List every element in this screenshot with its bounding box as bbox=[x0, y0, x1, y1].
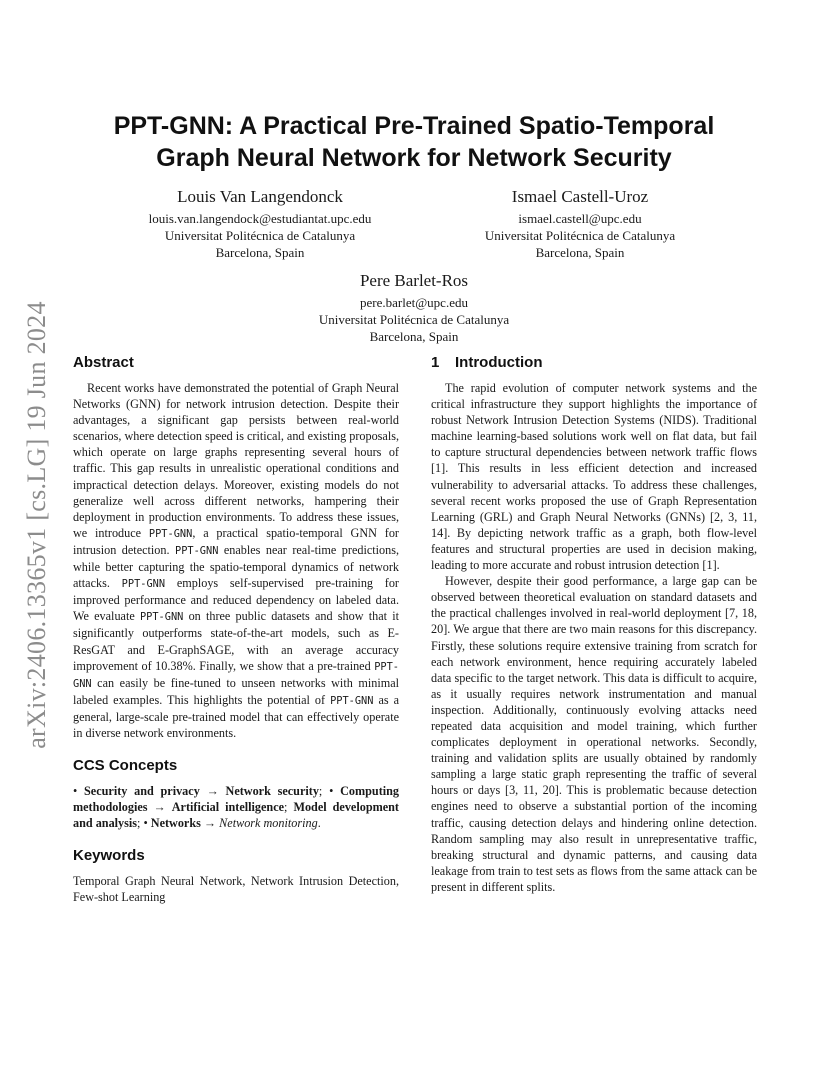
author-email: pere.barlet@upc.edu bbox=[360, 295, 468, 310]
arxiv-stamp bbox=[20, 290, 54, 760]
title-line-2: Graph Neural Network for Network Security bbox=[156, 144, 672, 172]
author-email: ismael.castell@upc.edu bbox=[518, 211, 642, 226]
author-affiliation: Universitat Politécnica de Catalunya bbox=[164, 228, 356, 243]
ccs-concepts: • Security and privacy → Network security; • Computing methodologies → Artificial intelligence; Model development and analysis; • Networks → Network monitoring. bbox=[73, 784, 400, 831]
introduction-heading bbox=[431, 354, 757, 372]
author-block-1 bbox=[110, 186, 410, 261]
intro-paragraph-2: However, despite their good performance, a large gap can be observed between theoretical evaluation on standard datasets and the practical challenges involved in real-world deployment [7, 18, 20]. We argue that there are two main reasons for this discrepancy. Firstly, these solutions require extensive training from scratch for each network environment, hence requiring accurately labeled data specific to the target network. This data is difficult to acquire, as it usually requires network instrumentation and manual inspection. Additionally, continuously evolving attacks need repeated data acquisition and model training, which further complicates deployment in operational networks. Secondly, training and validation splits are usually obtained by randomly sampling a large static graph representing the traffic of several hours or days [3, 11, 20]. This is problematic because detection engines need to observe a substantial portion of the incoming traffic, causing detection delays and hindering online detection. Random sampling may also result in unrepresentative traffic, breaking structural and dynamic patterns, and causing data leakage from train to test sets as flows from the same attack can be present in different splits. bbox=[431, 574, 757, 894]
author-name: Ismael Castell-Uroz bbox=[511, 187, 649, 206]
arxiv-stamp-text: arXiv:2406.13365v1 [cs.LG] 19 Jun 2024 bbox=[22, 301, 52, 749]
author-block-2 bbox=[430, 186, 730, 261]
author-email: louis.van.langendock@estudiantat.upc.edu bbox=[148, 211, 372, 226]
author-name: Louis Van Langendonck bbox=[177, 187, 343, 206]
author-location: Barcelona, Spain bbox=[215, 245, 305, 260]
keywords-text: Temporal Graph Neural Network, Network Intrusion Detection, Few-shot Learning bbox=[73, 874, 399, 905]
section-number: 1 bbox=[431, 354, 440, 371]
left-column bbox=[73, 354, 399, 906]
author-location: Barcelona, Spain bbox=[369, 329, 459, 344]
author-name: Pere Barlet-Ros bbox=[359, 271, 469, 290]
author-affiliation: Universitat Politécnica de Catalunya bbox=[484, 228, 676, 243]
abstract-heading: Abstract bbox=[73, 354, 134, 371]
right-column bbox=[431, 354, 757, 895]
intro-paragraph-1: The rapid evolution of computer network systems and the critical infrastructure they support highlights the importance of robust Network Intrusion Detection Systems (NIDS). Traditional machine learning-based solutions work well on flat data, but fail to capture structural dependencies between network traffic flows [1]. This results in less efficient detection and increased vulnerability to adversarial attacks. To address these challenges, several recent works proposed the use of Graph Representation Learning (GRL) and Graph Neural Networks (GNNs) [2, 3, 11, 14]. By depicting network traffic as a graph, both flow-level features and structural properties are used in decision making, leading to more accurate and robust intrusion detection [1]. bbox=[431, 381, 757, 573]
keywords-heading: Keywords bbox=[73, 847, 145, 865]
title-line-1: PPT-GNN: A Practical Pre-Trained Spatio-Temporal bbox=[113, 112, 715, 140]
author-location: Barcelona, Spain bbox=[535, 245, 625, 260]
section-title: Introduction bbox=[455, 354, 543, 371]
author-block-3 bbox=[264, 270, 564, 345]
author-affiliation: Universitat Politécnica de Catalunya bbox=[318, 312, 510, 327]
paper-title bbox=[60, 110, 768, 174]
ccs-heading: CCS Concepts bbox=[73, 757, 178, 775]
abstract-text: Recent works have demonstrated the potential of Graph Neural Networks (GNN) for network intrusion detection. Despite their advantages, a significant gap persists between real-world scenarios, where detection speed is critical, and existing proposals, which operate on large graphs representing several hours of traffic. This gap results in unrealistic operational conditions and impractical detection delays. Moreover, existing models do not generalize well across different networks, hampering their deployment in production environments. To address these issues, we introduce PPT-GNN, a practical spatio-temporal GNN for intrusion detection. PPT-GNN enables near real-time predictions, while better capturing the spatio-temporal dynamics of network attacks. PPT-GNN employs self-supervised pre-training for improved performance and reduced dependency on labeled data. We evaluate PPT-GNN on three public datasets and show that it significantly outperforms state-of-the-art models, such as E-ResGAT and E-GraphSAGE, with an average accuracy improvement of 10.38%. Finally, we show that a pre-trained PPT-GNN can easily be fine-tuned to unseen networks with minimal labeled examples. This highlights the potential of PPT-GNN as a general, large-scale pre-trained model that can effectively operate in diverse network environments. bbox=[73, 381, 400, 740]
